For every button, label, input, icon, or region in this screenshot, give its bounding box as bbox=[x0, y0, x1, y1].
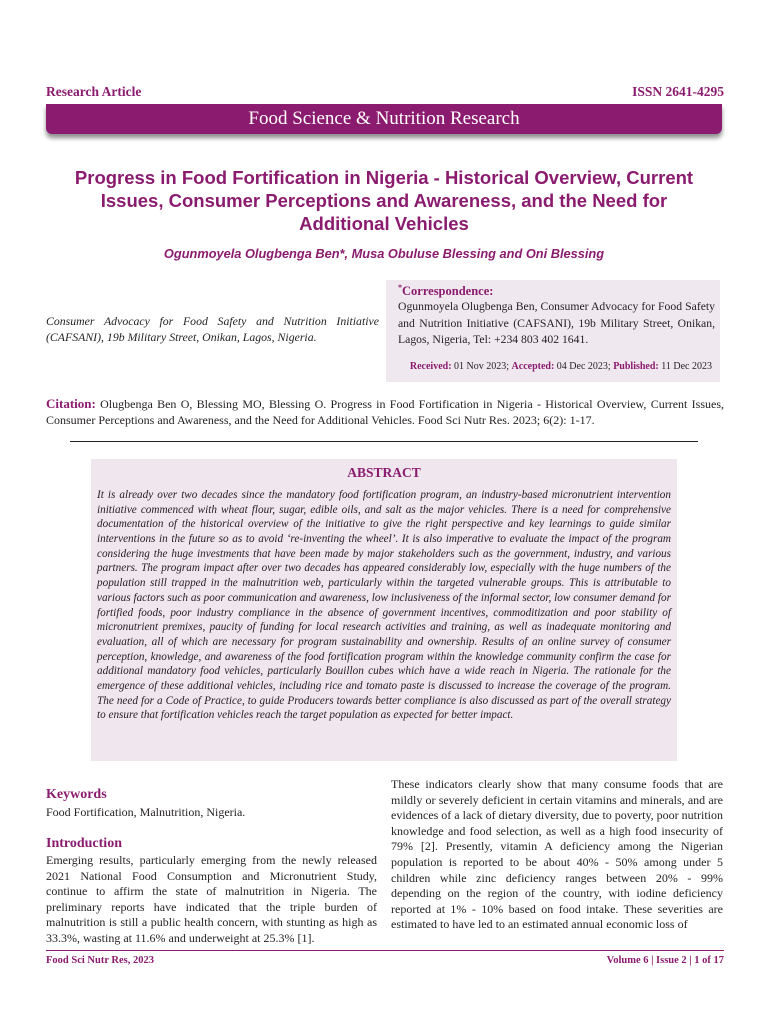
citation bbox=[46, 396, 724, 428]
keywords-heading: Keywords bbox=[46, 787, 107, 802]
body-text-column-2: These indicators clearly show that many consume foods that are mildly or severely deficient in certain vitamins and minerals, and are evidences of a lack of dietary diversity, due to poverty, poor nutrition knowledge and food selection, as well as a high food insecurity of 79% [2]. Presently, vitamin A deficiency among the Nigerian population is reported to be about 40% - 50% among under 5 children while zinc deficiency ranges between 20% - 99% depending on the region of the country, with iodine deficiency reported at 1% - 10% based on food intake. These severities are estimated to have led to an estimated annual economic loss of bbox=[391, 777, 724, 932]
received-label: Received: bbox=[409, 361, 452, 372]
abstract-heading: ABSTRACT bbox=[347, 465, 421, 480]
introduction-text: Emerging results, particularly emerging from the newly released 2021 National Food Consumption and Micronutrient Study, continue to affirm the state of malnutrition in Nigeria. The preliminary reports have indicated that the triple burden of malnutrition is still a public health concern, with stunting as high as 33.3%, wasting at 11.6% and underweight at 25.3% [1]. bbox=[46, 853, 377, 945]
accepted-date: 04 Dec 2023; bbox=[556, 361, 611, 372]
keywords-text: Food Fortification, Malnutrition, Nigeria. bbox=[46, 805, 246, 819]
accepted-label: Accepted: bbox=[511, 361, 555, 372]
abstract-text: It is already over two decades since the mandatory food fortification program, an industry-based micronutrient intervention initiative commenced with wheat flour, sugar, edible oils, and salt as the major vehicles. There is a need for comprehensive documentation of the historical overview of the initiative to give the right perspective and key learnings to guide similar interventions in the future so as to avoid ‘re-inventing the wheel’. It is also imperative to evaluate the impact of the program considering the huge investments that have been made by major stakeholders such as the government, industry, and various partners. The program impact after over two decades has appeared considerably low, especially with the huge numbers of the population still trapped in the malnutrition web, particularly within the targeted vulnerable groups. This is attributable to various factors such as poor communication and awareness, low inclusiveness of the informal sector, low consumer demand for fortified foods, poor industry compliance in the absence of government incentives, commoditization and poor stability of micronutrient premixes, paucity of funding for local research activities and training, as well as inadequate monitoring and evaluation, all of which are necessary for program sustainability and ownership. Results of an online survey of consumer perception, knowledge, and awareness of the food fortification program within the knowledge community confirm the case for additional mandatory food vehicles, particularly Bouillon cubes which have a wide reach in Nigeria. The rationale for the emergence of these additional vehicles, including rice and tomato paste is discussed to increase the coverage of the program. The need for a Code of Practice, to guide Producers towards better compliance is also discussed as part of the overall strategy to ensure that fortification vehicles reach the target population as expected for better impact. bbox=[97, 489, 671, 722]
introduction-heading: Introduction bbox=[46, 836, 122, 851]
correspondence-box bbox=[386, 280, 720, 382]
correspondence-marker: * bbox=[398, 283, 402, 292]
author-list: Ogunmoyela Olugbenga Ben*, Musa Obuluse Blessing and Oni Blessing bbox=[163, 246, 605, 261]
footer-page-info: Volume 6 | Issue 2 | 1 of 17 bbox=[606, 955, 724, 966]
published-label: Published: bbox=[613, 361, 659, 372]
correspondence-heading bbox=[398, 283, 493, 299]
footer-journal-year: Food Sci Nutr Res, 2023 bbox=[46, 955, 155, 966]
citation-text: Olugbenga Ben O, Blessing MO, Blessing O. Progress in Food Fortification in Nigeria - Historical Overview, Current Issues, Consumer Perceptions and Awareness, and the Need for Additional Vehicles. Food Sci Nutr Res. 2023; 6(2): 1-17. bbox=[46, 397, 724, 427]
correspondence-text: Ogunmoyela Olugbenga Ben, Consumer Advocacy for Food Safety and Nutrition Initiative (CAFSANI), 19b Military Street, Onikan, Lagos, Nigeria, Tel: +234 803 402 1641. bbox=[398, 300, 715, 346]
journal-banner bbox=[46, 104, 722, 134]
author-affiliation: Consumer Advocacy for Food Safety and Nutrition Initiative (CAFSANI), 19b Military Street, Onikan, Lagos, Nigeria. bbox=[46, 314, 379, 344]
footer-rule bbox=[46, 950, 724, 951]
publication-dates bbox=[386, 361, 712, 372]
abstract-box bbox=[91, 459, 677, 761]
journal-name: Food Science & Nutrition Research bbox=[248, 108, 520, 129]
article-type-label: Research Article bbox=[46, 84, 142, 99]
issn-label: ISSN 2641-4295 bbox=[632, 84, 724, 99]
section-divider bbox=[70, 441, 698, 442]
article-title: Progress in Food Fortification in Nigeria - Historical Overview, Current Issues, Consumer Perceptions and Awareness, and the Need for Additional Vehicles bbox=[74, 167, 694, 234]
correspondence-heading-text: Correspondence: bbox=[402, 284, 494, 299]
citation-label: Citation: bbox=[46, 396, 96, 411]
published-date: 11 Dec 2023 bbox=[661, 361, 712, 372]
received-date: 01 Nov 2023; bbox=[454, 361, 510, 372]
